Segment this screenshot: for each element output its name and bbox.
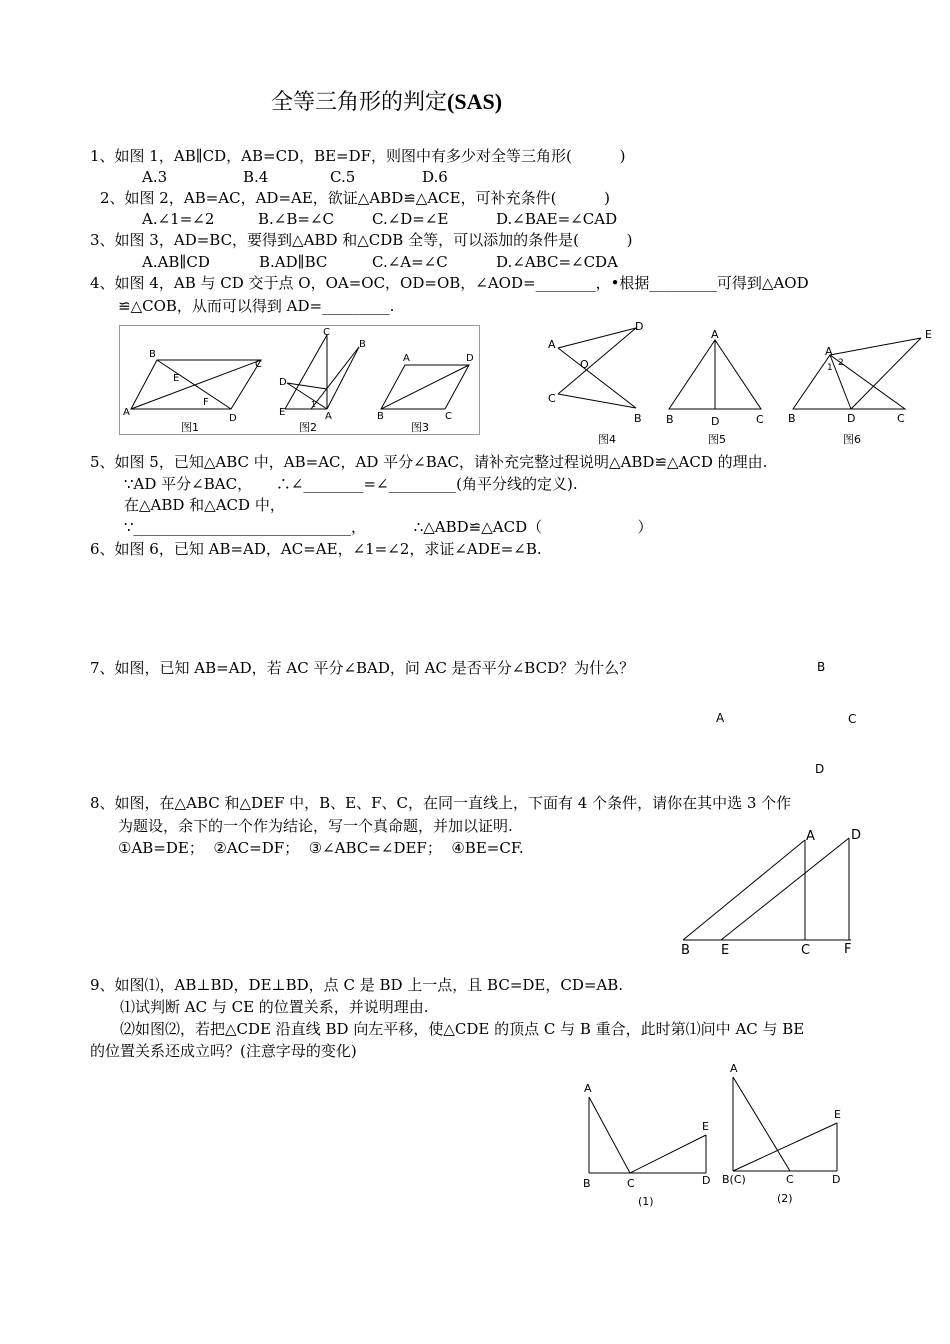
q7-label-D: D [815, 762, 825, 776]
q7-text: 7、如图，已知 AB=AD，若 AC 平分∠BAD，问 AC 是否平分∠BCD？为什么？ [90, 659, 635, 677]
q1-option-b: B.4 [243, 168, 269, 186]
fig1-label-E: E [173, 373, 180, 384]
fig4-caption: 图4 [598, 433, 616, 446]
fig6-label-D: D [847, 412, 856, 425]
figure-6 [785, 322, 945, 450]
q7-label-C: C [848, 712, 857, 726]
fig1-label-C: C [255, 359, 262, 370]
figure-q8 [675, 822, 875, 962]
q8-label-B: B [681, 943, 690, 958]
fig2-label-E: E [279, 407, 286, 418]
q8-line1: 8、如图，在△ABC 和△DEF 中，B、E、F、C，在同一直线上，下面有 4 个条件，请你在其中选 3 个作 [90, 794, 792, 812]
q4-line1: 4、如图 4，AB 与 CD 交于点 O，OA=OC，OD=OB，∠AOD=________，•根据_________可得到△AOD [90, 274, 809, 292]
figure-1 [131, 360, 261, 409]
fig6-label-E: E [925, 328, 932, 341]
fig1-caption: 图1 [181, 421, 199, 434]
fig5-label-B: B [666, 413, 674, 426]
q9-line1: 9、如图⑴，AB⊥BD，DE⊥BD，点 C 是 BD 上一点，且 BC=DE，CD=AB. [90, 976, 624, 994]
q3-text: 3、如图 3，AD=BC，要得到△ABD 和△CDB 全等，可以添加的条件是( ) [90, 231, 633, 249]
q1-option-a: A.3 [142, 168, 168, 186]
fig5-label-D: D [711, 415, 720, 428]
q9-1-label-A: A [584, 1082, 592, 1095]
fig6-label-2: 2 [838, 358, 844, 368]
fig2-label-C: C [323, 327, 330, 338]
q9-line3: ⑵如图⑵，若把△CDE 沿直线 BD 向左平移，使△CDE 的顶点 C 与 B 重合，此时第⑴问中 AC 与 BE [120, 1020, 805, 1038]
fig6-label-C: C [897, 412, 905, 425]
q9-1-label-C: C [627, 1177, 635, 1190]
fig5-caption: 图5 [708, 433, 726, 446]
page-title [271, 88, 502, 117]
q5-line4: ∵_____________________________， ∴△ABD≌△ACD（ ） [124, 518, 653, 536]
fig1-label-F: F [203, 397, 209, 408]
q8-label-C: C [801, 943, 811, 958]
fig6-caption: 图6 [843, 433, 861, 446]
q7-label-A: A [716, 711, 725, 725]
fig2-caption: 图2 [299, 421, 317, 434]
q9-1-label-B: B [583, 1177, 591, 1190]
q9-line4: 的位置关系还成立吗？(注意字母的变化) [90, 1042, 357, 1060]
fig1-label-A: A [123, 407, 130, 418]
q8-label-A: A [806, 829, 815, 844]
q7-label-B: B [817, 660, 826, 674]
figure-q9-1 [576, 1078, 716, 1208]
q8-line2: 为题设，余下的一个作为结论，写一个真命题，并加以证明. [118, 817, 513, 835]
q1-text: 1、如图 1，AB∥CD，AB=CD，BE=DF，则图中有多少对全等三角形( ) [90, 147, 626, 165]
q8-label-E: E [721, 943, 730, 958]
fig4-label-B: B [634, 412, 642, 425]
q2-text: 2、如图 2，AB=AC，AD=AE，欲证△ABD≌△ACE，可补充条件( ) [100, 189, 610, 207]
q9-caption-1: (1) [638, 1195, 654, 1208]
q9-1-label-E: E [702, 1120, 709, 1133]
fig2-label-1: 1 [311, 400, 317, 409]
title-main: 全等三角形的判定 [271, 90, 448, 115]
q9-1-label-D: D [702, 1174, 711, 1187]
fig4-label-A: A [548, 338, 556, 351]
fig4-label-O: O [580, 358, 589, 371]
q9-2-label-BC: B(C) [722, 1173, 746, 1186]
q9-2-label-E: E [834, 1108, 841, 1121]
figure-3 [381, 365, 469, 409]
title-suffix: (SAS) [447, 89, 503, 114]
q8-label-F: F [844, 942, 852, 957]
figure-4 [540, 318, 650, 448]
q1-option-c: C.5 [330, 168, 356, 186]
q6-text: 6、如图 6，已知 AB=AD，AC=AE，∠1=∠2，求证∠ADE=∠B. [90, 540, 542, 558]
fig6-label-B: B [788, 412, 796, 425]
fig2-label-A: A [325, 411, 332, 422]
fig3-caption: 图3 [411, 421, 429, 434]
q8-line3: ①AB=DE； ②AC=DF； ③∠ABC=∠DEF； ④BE=CF. [118, 839, 524, 857]
fig4-label-C: C [548, 392, 556, 405]
fig5-label-C: C [756, 413, 764, 426]
q5-line2: ∵AD 平分∠BAC， ∴∠________=∠_________(角平分线的定义). [124, 475, 578, 493]
fig3-label-D: D [466, 353, 474, 364]
q9-2-label-A: A [730, 1062, 738, 1075]
q9-line2: ⑴试判断 AC 与 CE 的位置关系，并说明理由. [120, 998, 429, 1016]
q4-line2: ≌△COB，从而可以得到 AD=_________. [118, 297, 395, 315]
q3-option-d: D.∠ABC=∠CDA [496, 253, 618, 271]
q5-line3: 在△ABD 和△ACD 中， [124, 496, 285, 514]
fig4-label-D: D [635, 320, 644, 333]
figures-1-3 [119, 325, 481, 435]
q2-option-b: B.∠B=∠C [258, 210, 334, 228]
q9-caption-2: (2) [777, 1192, 793, 1205]
q3-option-c: C.∠A=∠C [372, 253, 448, 271]
figure-5 [662, 325, 772, 450]
fig2-label-D: D [279, 377, 287, 388]
q2-option-c: C.∠D=∠E [372, 210, 449, 228]
fig2-label-B: B [359, 339, 366, 350]
figure-q7-points [710, 655, 870, 780]
q9-2-label-C: C [786, 1173, 794, 1186]
q9-2-label-D: D [832, 1173, 841, 1186]
q3-option-b: B.AD∥BC [259, 253, 328, 271]
q8-label-D: D [851, 828, 862, 843]
q2-option-d: D.∠BAE=∠CAD [496, 210, 618, 228]
q1-option-d: D.6 [422, 168, 448, 186]
fig3-label-B: B [377, 411, 384, 422]
fig6-label-1: 1 [827, 363, 833, 373]
fig3-label-A: A [403, 353, 410, 364]
q2-option-a: A.∠1=∠2 [142, 210, 215, 228]
figure-2 [285, 335, 359, 409]
fig6-label-A: A [825, 345, 833, 358]
q5-line1: 5、如图 5，已知△ABC 中，AB=AC，AD 平分∠BAC，请补充完整过程说明△ABD≌△ACD 的理由. [90, 453, 768, 471]
fig1-label-D: D [229, 413, 237, 424]
fig3-label-C: C [445, 411, 452, 422]
figure-q9-2 [720, 1058, 850, 1208]
fig5-label-A: A [711, 328, 719, 341]
q3-option-a: A.AB∥CD [142, 253, 210, 271]
fig1-label-B: B [149, 349, 156, 360]
